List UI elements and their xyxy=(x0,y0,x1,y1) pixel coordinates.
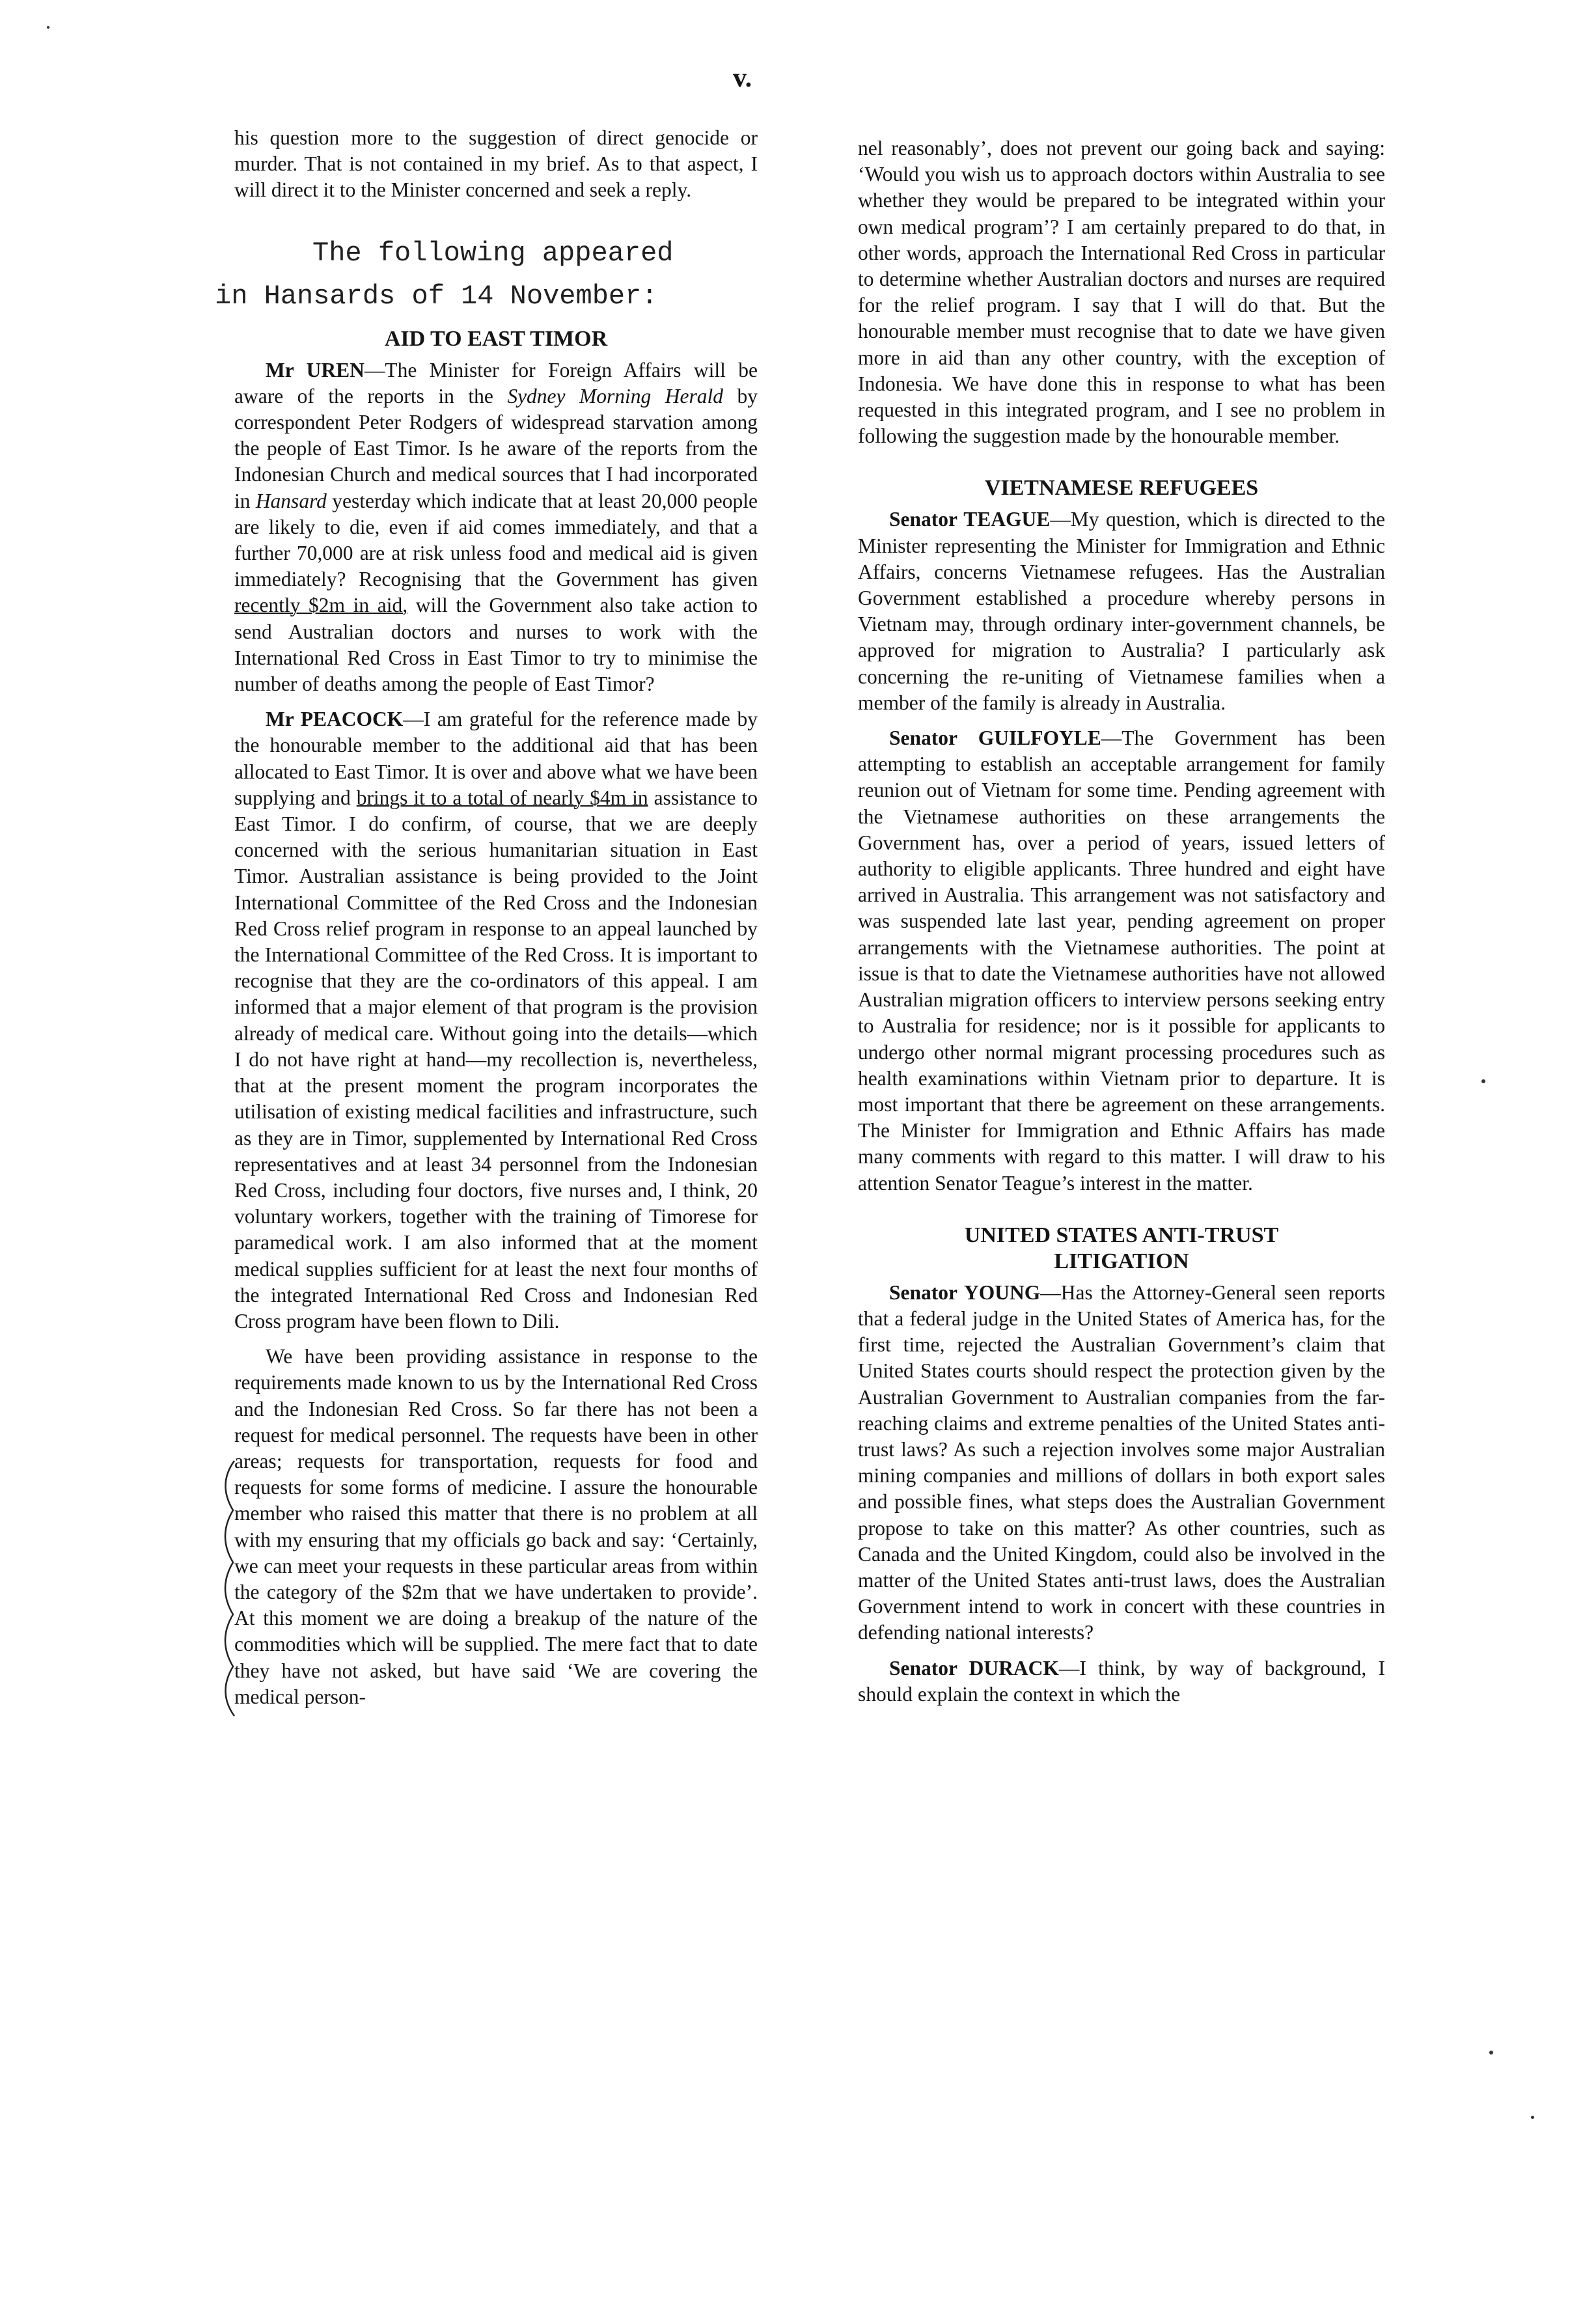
underlined-text: brings it to a total of nearly $4m in xyxy=(356,786,648,809)
scan-speck xyxy=(1481,1079,1485,1083)
speech-text: —The Minister for Foreign Affairs will be aware of the reports in the xyxy=(234,358,758,408)
teague-speech xyxy=(858,506,1385,716)
speech-text: —I think, by way of background, I should explain the context in which the xyxy=(858,1656,1385,1706)
speech-text: will the Government also take action to send Australian doctors and nurses to work with the International Red Cross in East Timor to try to minimise the number of deaths among the people of East Timor? xyxy=(234,594,758,696)
page-number: v. xyxy=(733,63,752,93)
speaker-name: Senator TEAGUE xyxy=(889,508,1051,531)
young-speech xyxy=(858,1280,1385,1646)
section-heading-aid-to-east-timor: AID TO EAST TIMOR xyxy=(384,326,608,351)
section-heading-anti-trust-litigation: UNITED STATES ANTI-TRUST LITIGATION xyxy=(964,1223,1279,1273)
speech-text: —I am grateful for the reference made by the honourable member to the additional aid that has been allocated to East Timor. It is over and above what we have been supplying and xyxy=(234,708,758,809)
speech-text: —Has the Attorney-General seen reports that a federal judge in the United States of America has, for the first time, rejected the Australian Government’s claim that United States courts should respect the protection given by the Australian Government to Australian companies from the far-reaching claims and extreme penalties of the United States anti-trust laws? As such a rejection involves some major Australian mining companies and millions of dollars in both export sales and possible fines, what steps does the Australian Government propose to take on this matter? As other countries, such as Canada and the United Kingdom, could also be involved in the matter of the United States anti-trust laws, does the Australian Government intend to work in concert with these countries in defending national interests? xyxy=(858,1280,1385,1644)
handwritten-bracket-mark xyxy=(215,1458,238,1719)
guilfoyle-speech xyxy=(858,725,1385,1197)
peacock-speech-continued: We have been providing assistance in response to the requirements made known to us by the International Red Cross and the Indonesian Red Cross. So far there has not been a request for medical personnel. The requests have been in other areas; requests for transportation, requests for food and requests for some forms of medicine. I assure the honourable member who raised this matter that there is no problem at all with my ensuring that my officials go back and say: ‘Certainly, we can meet your requests in these particular areas from within the category of the $2m that we have undertaken to provide’. At this moment we are doing a breakup of the nature of the commodities which will be supplied. The mere fact that to date they have not asked, but have said ‘We are covering the medical person- xyxy=(234,1345,758,1708)
continued-paragraph: his question more to the suggestion of direct genocide or murder. That is not contained in my brief. As to that aspect, I will direct it to the Minister concerned and seek a reply. xyxy=(234,126,758,202)
section-heading-vietnamese-refugees: VIETNAMESE REFUGEES xyxy=(984,476,1259,501)
speech-text: —My question, which is directed to the Minister representing the Minister for Immigration and Ethnic Affairs, concerns Vietnamese refugees. Has the Australian Government established a procedure whereby persons in Vietnam may, through ordinary inter-government channels, be approved for migration to Australia? I particularly ask concerning the re-uniting of Vietnamese families when a member of the family is already in Australia. xyxy=(858,508,1385,714)
scan-speck xyxy=(47,26,49,29)
left-column xyxy=(215,125,758,1719)
publication-title: Sydney Morning Herald xyxy=(507,384,723,408)
right-column xyxy=(858,135,1385,1717)
underlined-text: recently $2m in aid, xyxy=(234,594,408,617)
speaker-name: Mr PEACOCK xyxy=(266,708,404,731)
scan-speck xyxy=(1489,2051,1493,2054)
typed-note-line-2: in Hansards of 14 November: xyxy=(215,280,658,312)
speech-text: assistance to East Timor. I do confirm, of course, that we are deeply concerned with the serious humanitarian situation in East Timor. Australian assistance is being provided to the Joint International Committee of the Red Cross and the Indonesian Red Cross relief program in response to an appeal launched by the International Committee of the Red Cross. It is important to recognise that they are the co-ordinators of this appeal. I am informed that a major element of that program is the provision already of medical care. Without going into the details—which I do not have right at hand—my recollection is, nevertheless, that at the present moment the program incorporates the utilisation of existing medical facilities and infrastructure, such as they are in Timor, supplemented by International Red Cross representatives and at least 34 personnel from the Indonesian Red Cross, including four doctors, five nurses and, I think, 20 voluntary workers, together with the training of Timorese for paramedical work. I am also informed that at the moment medical supplies sufficient for at least the next four months of the integrated International Red Cross and Indonesian Red Cross program have been flown to Dili. xyxy=(234,786,758,1333)
uren-speech xyxy=(234,357,758,698)
speaker-name: Senator GUILFOYLE xyxy=(889,726,1101,750)
speaker-name: Senator DURACK xyxy=(889,1656,1059,1680)
speech-text: —The Government has been attempting to establish an acceptable arrangement for family reunion out of Vietnam for some time. Pending agreement with the Vietnamese authorities on these arrangements the Government has, over a period of years, issued letters of authority to eligible applicants. Three hundred and eight have arrived in Australia. This arrangement was not satisfactory and was suspended late last year, pending agreement on proper arrangements with the Vietnamese authorities. The point at issue is that to date the Vietnamese authorities have not allowed Australian migration officers to interview persons seeking entry to Australia for residence; nor is it possible for applicants to undergo other normal migrant processing procedures such as health examinations within Vietnam prior to departure. It is most important that there be agreement on these arrangements. The Minister for Immigration and Ethnic Affairs has made many comments with regard to this matter. I will draw to his attention Senator Teague’s interest in the matter. xyxy=(858,726,1385,1195)
speaker-name: Mr UREN xyxy=(266,358,365,381)
typed-note-line-1: The following appeared xyxy=(312,237,674,269)
scan-speck xyxy=(1531,2116,1534,2119)
continued-paragraph: nel reasonably’, does not prevent our going back and saying: ‘Would you wish us to approach doctors within Australia to see whether they would be prepared to be integrated within your own medical program’? I am certainly prepared to do that, in other words, approach the International Red Cross in particular to determine whether Australian doctors and nurses are required for the relief program. I say that I will do that. But the honourable member must recognise that to date we have given more in aid than any other country, with the exception of Indonesia. We have done this in response to what has been requested in this integrated program, and I see no problem in following the suggestion made by the honourable member. xyxy=(858,137,1385,448)
durack-speech xyxy=(858,1655,1385,1708)
hansard-title: Hansard xyxy=(255,489,327,512)
speaker-name: Senator YOUNG xyxy=(889,1280,1041,1304)
speech-text: by correspondent Peter Rodgers of widespread starvation among the people of East Timor. Is he aware of the reports from the Indonesian Church and medical sources that I had incorporated in xyxy=(234,384,758,512)
speech-text: yesterday which indicate that at least 20,000 people are likely to die, even if aid comes immediately, and that a further 70,000 are at risk unless food and medical aid is given immediately? Recognising that the Government has given xyxy=(234,489,758,591)
peacock-speech xyxy=(234,706,758,1335)
